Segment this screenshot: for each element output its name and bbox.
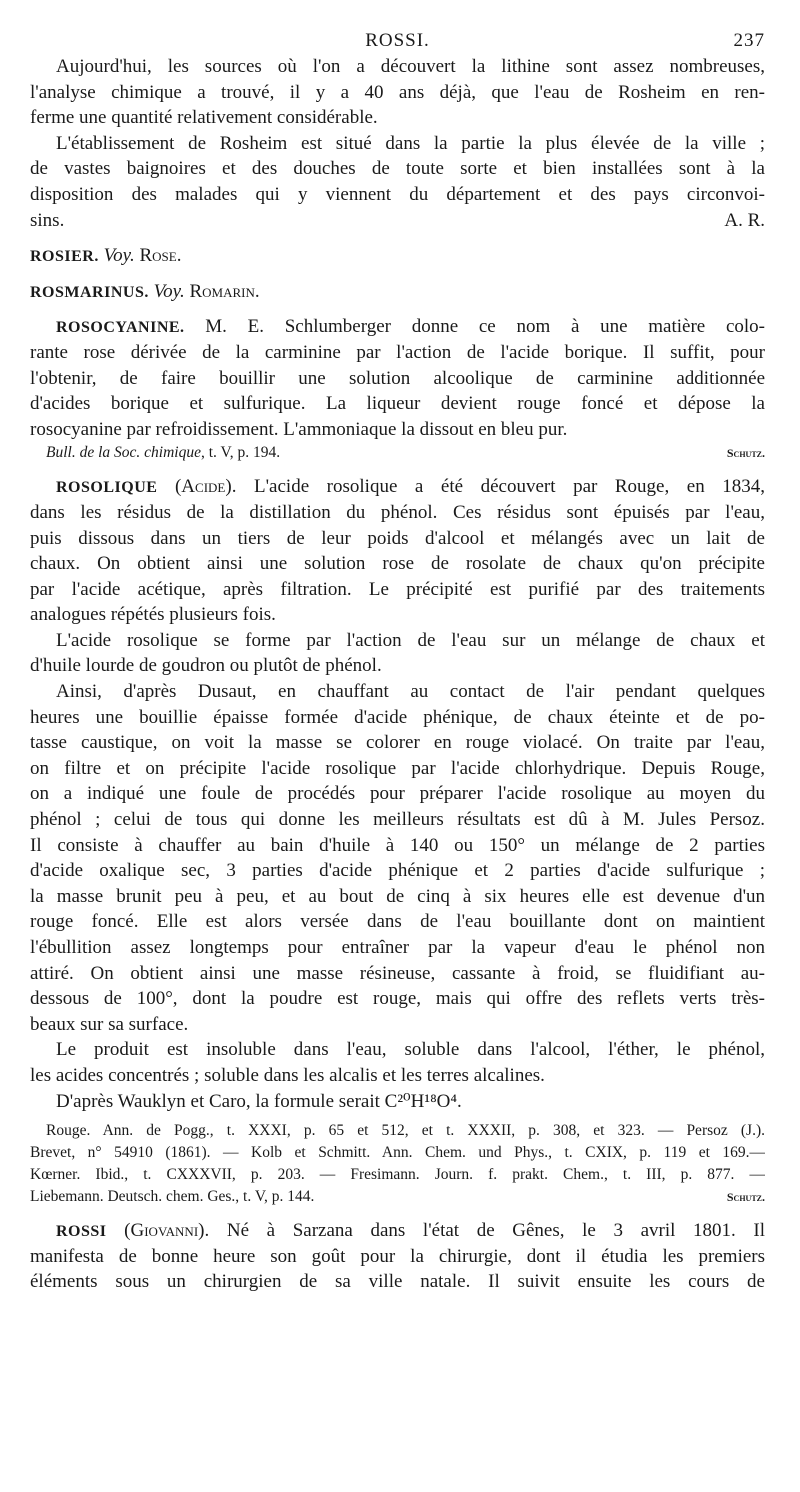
entry-rosmarinus [30, 279, 765, 305]
entry-headword: ROSOCYANINE. [56, 319, 185, 337]
text-line: ferme une quantité relativement considérable. [30, 107, 378, 129]
text-line: dessous de 100°, dont la poudre est rouge, mais qui offre des reflets verts très- [30, 988, 765, 1010]
text-line: L'établissement de Rosheim est situé dans la partie la plus élevée de la ville ; [56, 132, 765, 154]
author-signature: A. R. [724, 209, 765, 231]
text-line: éléments sous un chirurgien de sa ville natale. Il suivit ensuite les cours de [30, 1271, 765, 1293]
text-line: la masse brunit peu à peu, et au bout de cinq à six heures elle est devenue d'un [30, 885, 765, 907]
bibliographic-reference [30, 442, 765, 464]
bibliographic-reference: Kœrner. Ibid., t. CXXXVII, p. 203. — Fresimann. Journ. f. prakt. Chem., t. III, p. 877. — [30, 1166, 765, 1184]
spacer [30, 1208, 765, 1218]
text-line: Aujourd'hui, les sources où l'on a découvert la lithine sont assez nombreuses, [56, 56, 765, 77]
text-line: D'après Wauklyn et Caro, la formule serait C²⁰H¹⁸O⁴. [56, 1090, 462, 1112]
text-line: rosocyanine par refroidissement. L'ammoniaque la dissout en bleu pur. [30, 418, 568, 440]
entry-subhead: (Giovanni). [124, 1220, 210, 1242]
text-fragment: sins. [30, 209, 65, 231]
text-line: puis dissous dans un tiers de leur poids d'alcool et mélangés avec un lait de [30, 527, 765, 549]
cross-ref-target: Rose. [139, 245, 182, 267]
text-line: l'obtenir, de faire bouillir une solution alcoolique de carminine additionnée [30, 367, 765, 389]
reference-journal: Bull. de la Soc. chimique [46, 444, 201, 462]
entry-headword: ROSIER. [30, 248, 99, 266]
running-head [30, 0, 765, 54]
text-line: les acides concentrés ; soluble dans les alcalis et les terres alcalines. [30, 1064, 545, 1086]
text-line: l'analyse chimique a trouvé, il y a 40 ans déjà, que l'eau de Rosheim en ren- [30, 81, 765, 103]
text-line: disposition des malades qui y viennent du département et des pays circonvoi- [30, 183, 765, 205]
spacer [30, 464, 765, 474]
bibliographic-reference: Rouge. Ann. de Pogg., t. XXXI, p. 65 et 512, et t. XXXII, p. 308, et 323. — Persoz (J.). [46, 1122, 765, 1140]
text-line: phénol ; celui de tous qui donne les meilleurs résultats est dû à M. Jules Persoz. [30, 809, 765, 831]
text-line: Ainsi, d'après Dusaut, en chauffant au contact de l'air pendant quelques [56, 681, 765, 703]
author-signature: Schutz. [726, 1190, 765, 1205]
cross-ref-voy: Voy. [153, 280, 185, 302]
reference-detail: Liebemann. Deutsch. chem. Ges., t. V, p. 144. [30, 1188, 315, 1206]
text-fragment: L'acide rosolique a été découvert par Rouge, en 1834, [254, 476, 765, 498]
text-line: dans les résidus de la distillation du phénol. Ces résidus sont épuisés par l'eau, [30, 501, 765, 523]
page-number: 237 [733, 30, 765, 51]
text-line: tasse caustique, on voit la masse se colorer en rouge violacé. On traite par l'eau, [30, 732, 765, 754]
text-line: d'acide oxalique sec, 3 parties d'acide phénique et 2 parties d'acide sulfurique ; [30, 860, 765, 882]
text-line: attiré. On obtient ainsi une masse résineuse, cassante à froid, se fluidifiant au- [30, 962, 765, 984]
text-line: par l'acide acétique, après filtration. Le précipité est purifié par des traitements [30, 578, 765, 600]
bibliographic-reference: Brevet, n° 54910 (1861). — Kolb et Schmitt. Ann. Chem. und Phys., t. CXIX, p. 119 et 169.— [30, 1144, 765, 1162]
cross-ref-target: Romarin. [189, 280, 260, 302]
running-title: ROSSI. [365, 30, 430, 51]
text-line: heures une bouillie épaisse formée d'acide phénique, de chaux éteinte et de po- [30, 706, 765, 728]
entry-headword: ROSSI [56, 1223, 107, 1241]
text-line: d'huile lourde de goudron ou plutôt de phénol. [30, 655, 382, 677]
entry-rosier [30, 243, 765, 269]
spacer [30, 233, 765, 243]
spacer [30, 269, 765, 279]
author-signature: Schutz. [726, 446, 765, 461]
reference-detail: , t. V, p. 194. [200, 444, 281, 462]
entry-headword: ROSMARINUS. [30, 283, 149, 301]
text-line [30, 208, 765, 234]
text-line: L'acide rosolique se forme par l'action de l'eau sur un mélange de chaux et [56, 629, 765, 651]
text-line: on a indiqué une foule de procédés pour préparer l'acide rosolique au moyen du [30, 783, 765, 805]
text-line: Il consiste à chauffer au bain d'huile à 140 ou 150° un mélange de 2 parties [30, 834, 765, 856]
text-line: beaux sur sa surface. [30, 1013, 189, 1035]
entry-rosocyanine [30, 314, 765, 340]
spacer [30, 304, 765, 314]
text-line: rouge foncé. Elle est alors versée dans de l'eau bouillante dont on maintient [30, 911, 765, 933]
text-line: de vastes baignoires et des douches de toute sorte et bien installées sont à la [30, 158, 765, 180]
text-line: Le produit est insoluble dans l'eau, soluble dans l'alcool, l'éther, le phénol, [56, 1039, 765, 1061]
text-line: rante rose dérivée de la carminine par l'action de l'acide borique. Il suffit, pour [30, 341, 765, 363]
entry-rossi [30, 1218, 765, 1244]
bibliographic-reference [30, 1186, 765, 1208]
text-fragment: M. E. Schlumberger donne ce nom à une matière colo- [205, 316, 765, 338]
entry-rosolique [30, 474, 765, 500]
text-line: manifesta de bonne heure son goût pour la chirurgie, dont il étudia les premiers [30, 1245, 765, 1267]
entry-headword: ROSOLIQUE [56, 479, 158, 497]
text-line: on filtre et on précipite l'acide rosolique par l'acide chlorhydrique. Depuis Rouge, [30, 757, 765, 779]
text-line: d'acides borique et sulfurique. La liqueur devient rouge foncé et dépose la [30, 393, 765, 415]
entry-subhead: (Acide). [174, 476, 237, 498]
page [30, 0, 765, 1295]
text-line: analogues répétés plusieurs fois. [30, 604, 276, 626]
cross-ref-voy: Voy. [103, 245, 135, 267]
text-line: chaux. On obtient ainsi une solution rose de rosolate de chaux qu'on précipite [30, 553, 765, 575]
text-line: l'ébullition assez longtemps pour entraîner par la vapeur d'eau le phénol non [30, 937, 765, 958]
text-fragment: Né à Sarzana dans l'état de Gênes, le 3 avril 1801. Il [226, 1220, 765, 1242]
